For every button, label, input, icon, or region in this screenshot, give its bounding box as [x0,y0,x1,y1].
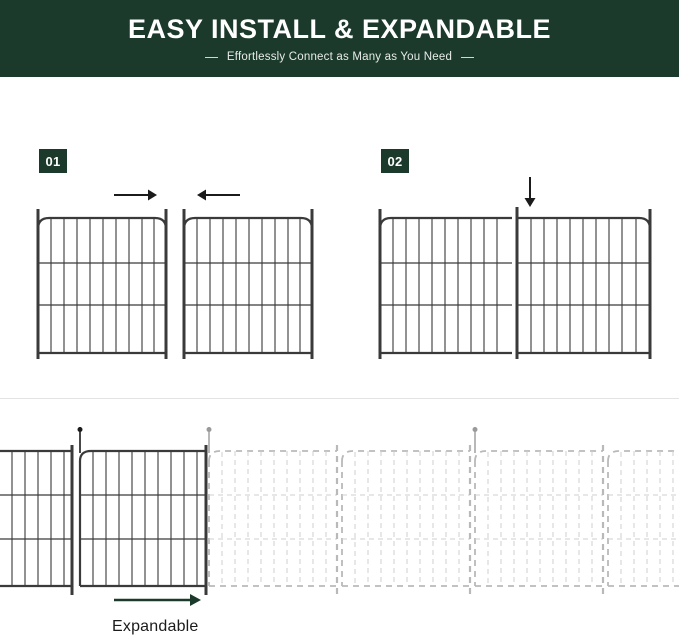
arrow-right-long-icon [112,592,202,613]
section-divider [0,398,679,399]
fence-panel-step2-right [512,205,656,360]
subtitle-row [205,51,474,63]
fence-panel-bottom-dashed-2 [338,427,476,598]
fence-panel-bottom-dashed-1 [205,427,343,598]
page-subtitle: Effortlessly Connect as Many as You Need [226,51,453,63]
fence-panel-bottom-dashed-4 [604,427,679,598]
expandable-label: Expandable [112,618,199,635]
step-badge-02: 02 [381,149,409,173]
dash-left-decoration [205,57,218,58]
fence-panel-step1-left [32,205,172,360]
fence-panel-bottom-1 [0,443,78,598]
connector-post-step2 [513,205,521,360]
page-title: EASY INSTALL & EXPANDABLE [127,14,552,44]
fence-panel-step2-left [374,205,518,360]
header-banner [0,0,679,77]
fence-panel-bottom-2 [76,427,212,598]
fence-panel-bottom-dashed-3 [471,427,609,598]
fence-panel-step1-right [178,205,318,360]
dash-right-decoration [461,57,474,58]
step-badge-01: 01 [39,149,67,173]
